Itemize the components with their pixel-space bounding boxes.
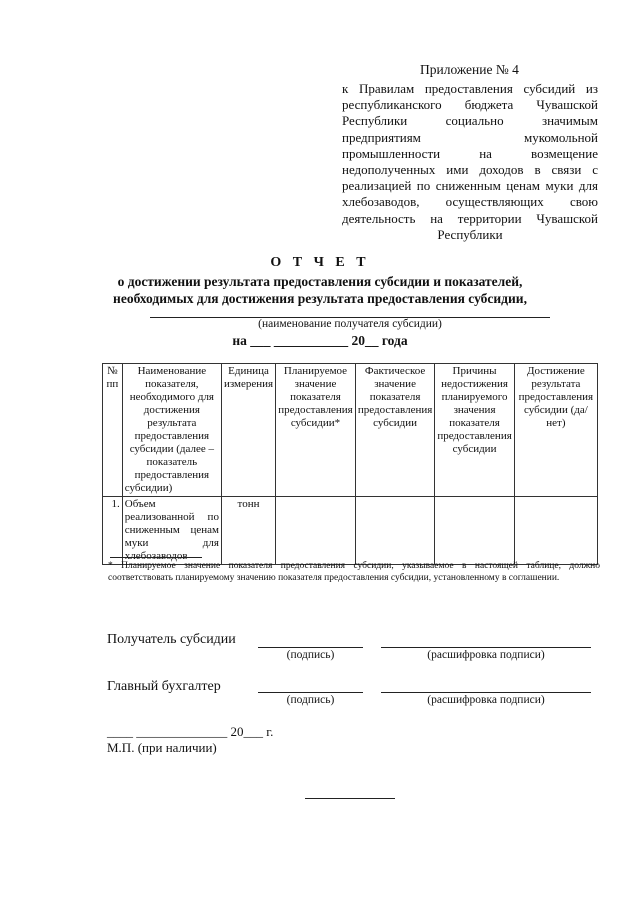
appendix-title: Приложение № 4 <box>420 62 519 77</box>
header-actual-value: Фактическое значение показателя предоставления субсидии <box>355 364 434 497</box>
accountant-signature-line <box>258 692 363 693</box>
report-subtitle-line1: о достижении результата предоставления субсидии и показателей, <box>117 274 523 289</box>
table-header-row <box>103 364 598 497</box>
report-period: на ___ ___________ 20__ года <box>232 333 408 348</box>
row-unit: тонн <box>221 497 275 565</box>
row-reasons <box>435 497 514 565</box>
report-title: О Т Ч Е Т <box>270 255 370 270</box>
recipient-label: Получатель субсидии <box>107 632 236 647</box>
header-indicator-name: Наименование показателя, необходимого для достижения результата предоставления субсидии (далее – показатель предоставления субсидии) <box>122 364 221 497</box>
recipient-signature-caption: (подпись) <box>286 649 335 661</box>
row-indicator-name: Объем реализованной по сниженным ценам муки для хлебозаводов <box>122 497 221 565</box>
row-actual-value <box>355 497 434 565</box>
recipient-decoding-line <box>381 647 591 648</box>
row-num: 1. <box>103 497 123 565</box>
stamp-label: М.П. (при наличии) <box>107 740 217 755</box>
report-table <box>102 363 598 565</box>
recipient-caption: (наименование получателя субсидии) <box>258 318 442 330</box>
header-achievement: Достижение результата предоставления субсидии (да/нет) <box>514 364 597 497</box>
accountant-signature-caption: (подпись) <box>286 694 335 706</box>
header-reasons: Причины недостижения планируемого значения показателя предоставления субсидии <box>435 364 514 497</box>
accountant-decoding-caption: (расшифровка подписи) <box>427 694 545 706</box>
date-line: ____ ______________ 20___ г. <box>107 724 274 739</box>
footnote <box>108 560 600 584</box>
header-num: № пп <box>103 364 123 497</box>
footnote-text: Планируемое значение показателя предоставления субсидии, указываемое в настоящей таблице, должно соответствовать планируемому значению показателя предоставления субсидии, установленному в соглашении. <box>108 561 600 583</box>
end-separator <box>305 798 395 799</box>
accountant-decoding-line <box>381 692 591 693</box>
table-row <box>103 497 598 565</box>
footnote-mark: * <box>108 561 113 571</box>
accountant-label: Главный бухгалтер <box>107 679 221 694</box>
header-planned-value: Планируемое значение показателя предоставления субсидии* <box>276 364 356 497</box>
recipient-decoding-caption: (расшифровка подписи) <box>427 649 545 661</box>
report-subtitle-line2: необходимых для достижения результата предоставления субсидии, <box>113 291 527 306</box>
appendix-body: к Правилам предоставления субсидий из республиканского бюджета Чувашской Республики социально значимым предприятиям мукомольной промышленности на возмещение недополученных ими доходов в связи с реализацией по сниженным ценам муки для хлебозаводов, осуществляющих свою деятельность на территории Чувашской Республики <box>342 81 598 242</box>
header-unit: Единица измерения <box>221 364 275 497</box>
recipient-signature-line <box>258 647 363 648</box>
row-planned-value <box>276 497 356 565</box>
footnote-separator <box>110 557 202 558</box>
row-achievement <box>514 497 597 565</box>
